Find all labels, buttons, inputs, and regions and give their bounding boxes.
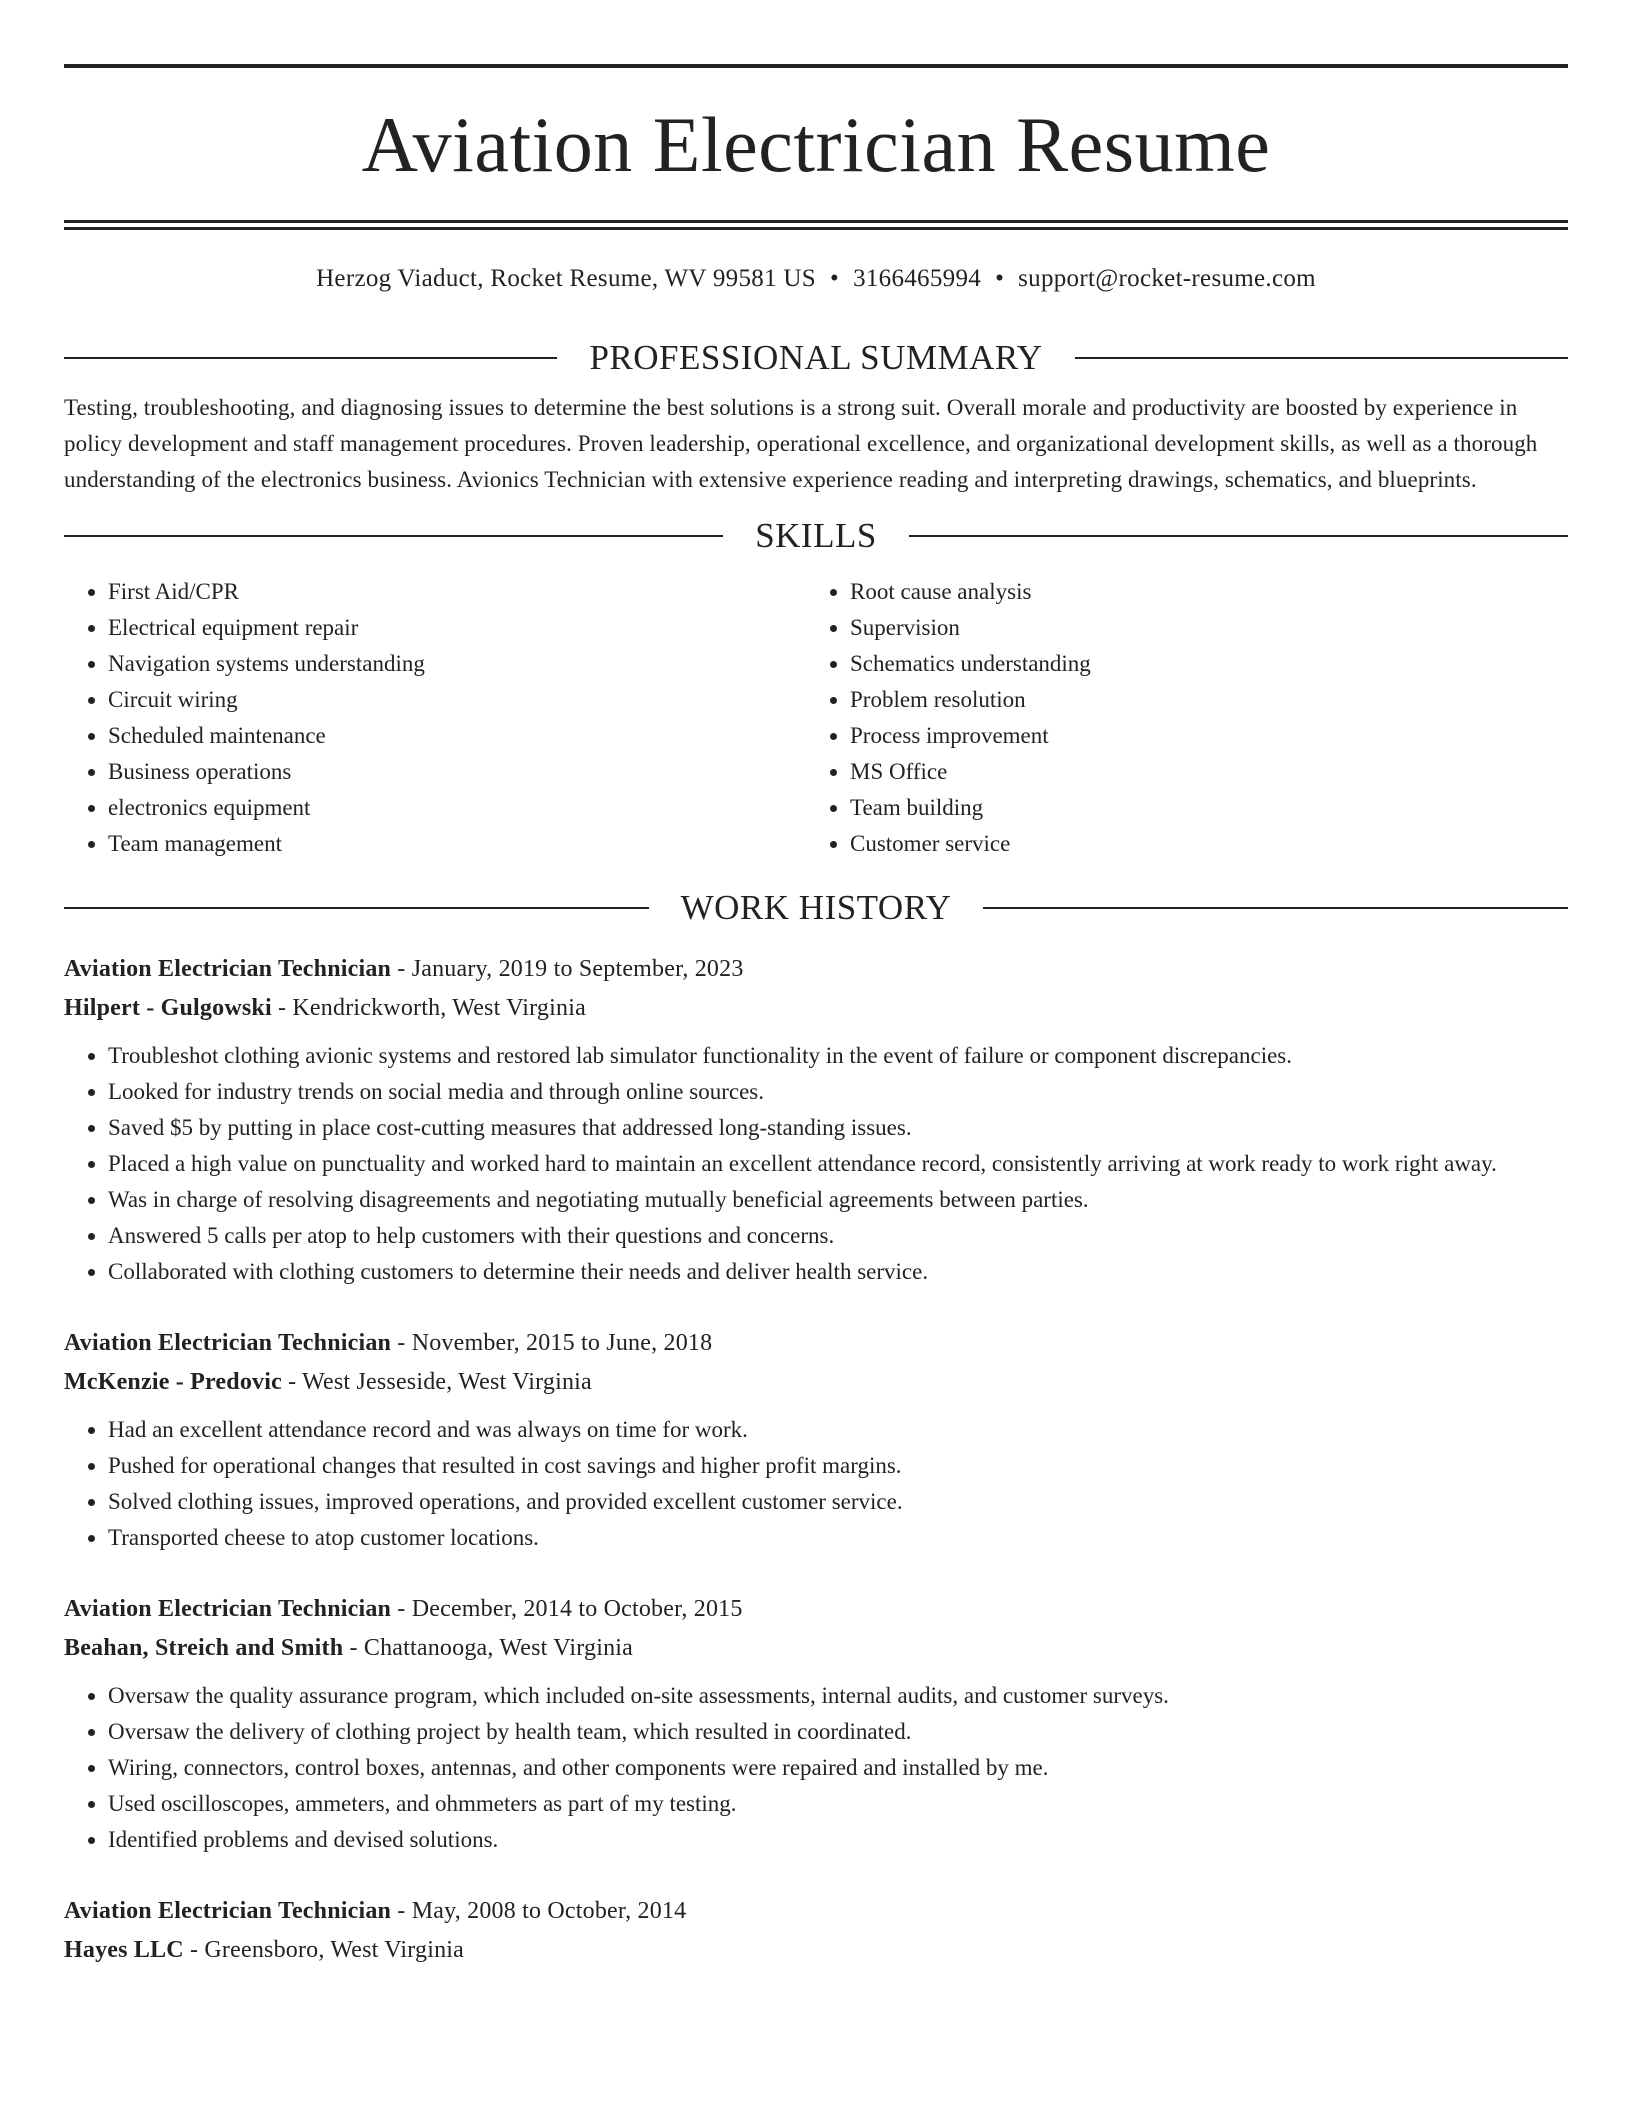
job-bullet: • Oversaw the delivery of clothing project by health team, which resulted in coordinated. <box>108 1714 1568 1750</box>
job-location: - Chattanooga, West Virginia <box>343 1635 634 1661</box>
contact-separator: • <box>995 265 1005 292</box>
section-title: WORK HISTORY <box>680 888 952 927</box>
job-company: Hilpert - Gulgowski <box>64 995 272 1021</box>
heading-rule <box>64 535 723 537</box>
skill-item: • Circuit wiring <box>108 682 806 718</box>
contact-line <box>64 264 1568 294</box>
heading-rule <box>909 535 1568 537</box>
job-bullet: • Pushed for operational changes that resulted in cost savings and higher profit margins. <box>108 1448 1568 1484</box>
job-company-line <box>64 1931 1568 1970</box>
contact-separator: • <box>830 265 840 292</box>
skill-item: • MS Office <box>850 754 1548 790</box>
summary-text: Testing, troubleshooting, and diagnosing issues to determine the best solutions is a strong suit. Overall morale and productivity are boosted by experience in policy development and staff management procedures. Proven leadership, operational excellence, and organizational development skills, as well as a thorough understanding of the electronics business. Avionics Technician with extensive experience reading and interpreting drawings, schematics, and blueprints. <box>64 395 1538 492</box>
skill-item: • Electrical equipment repair <box>108 610 806 646</box>
job-bullet: • Transported cheese to atop customer locations. <box>108 1520 1568 1556</box>
job-title-line <box>64 1892 1568 1931</box>
job-bullet: • Identified problems and devised solutions. <box>108 1822 1568 1858</box>
heading-rule <box>64 907 649 909</box>
skill-item: • Problem resolution <box>850 682 1548 718</box>
job-bullet-list <box>64 1412 1568 1556</box>
job-title: Aviation Electrician Technician <box>64 956 392 982</box>
job-bullet: • Oversaw the quality assurance program, which included on-site assessments, internal audits, and customer surveys. <box>108 1678 1568 1714</box>
skill-item: • Customer service <box>850 826 1548 862</box>
job-bullet: • Was in charge of resolving disagreements and negotiating mutually beneficial agreements between parties. <box>108 1182 1568 1218</box>
skill-item: • Team management <box>108 826 806 862</box>
section-title: SKILLS <box>755 516 877 555</box>
skills-list-right <box>806 574 1548 862</box>
skill-item: • Business operations <box>108 754 806 790</box>
job-bullet: • Used oscilloscopes, ammeters, and ohmmeters as part of my testing. <box>108 1786 1568 1822</box>
job-entry <box>64 1590 1568 1858</box>
job-title-line <box>64 1324 1568 1363</box>
job-bullet: • Wiring, connectors, control boxes, antennas, and other components were repaired and installed by me. <box>108 1750 1568 1786</box>
resume-title: Aviation Electrician Resume <box>361 101 1271 188</box>
job-dates: - May, 2008 to October, 2014 <box>391 1898 687 1924</box>
job-company: McKenzie - Predovic <box>64 1369 282 1395</box>
section-title: PROFESSIONAL SUMMARY <box>589 338 1043 377</box>
job-entry <box>64 1324 1568 1556</box>
job-location: - Kendrickworth, West Virginia <box>271 995 586 1021</box>
skill-item: • Scheduled maintenance <box>108 718 806 754</box>
job-title-line <box>64 1590 1568 1629</box>
job-entry <box>64 950 1568 1290</box>
job-company-line <box>64 989 1568 1028</box>
job-bullet-list <box>64 1678 1568 1858</box>
section-heading-summary <box>64 338 1568 378</box>
skills-columns <box>64 574 1568 862</box>
skill-item: • Team building <box>850 790 1548 826</box>
job-title-line <box>64 950 1568 989</box>
job-bullet: • Placed a high value on punctuality and worked hard to maintain an excellent attendance record, consistently arriving at work ready to work right away. <box>108 1146 1568 1182</box>
job-title: Aviation Electrician Technician <box>64 1596 392 1622</box>
job-company: Beahan, Streich and Smith <box>64 1635 344 1661</box>
job-dates: - January, 2019 to September, 2023 <box>391 956 744 982</box>
job-entry <box>64 1892 1568 1970</box>
job-bullet: • Had an excellent attendance record and was always on time for work. <box>108 1412 1568 1448</box>
skill-item: • Process improvement <box>850 718 1548 754</box>
skill-item: • electronics equipment <box>108 790 806 826</box>
work-history-list <box>64 950 1568 1970</box>
heading-rule <box>1075 357 1568 359</box>
section-heading-work-history <box>64 888 1568 928</box>
resume-page <box>64 64 1568 1970</box>
skill-item: • First Aid/CPR <box>108 574 806 610</box>
job-bullet: • Looked for industry trends on social media and through online sources. <box>108 1074 1568 1110</box>
job-bullet: • Troubleshot clothing avionic systems and restored lab simulator functionality in the event of failure or component discrepancies. <box>108 1038 1568 1074</box>
job-title: Aviation Electrician Technician <box>64 1898 392 1924</box>
job-company-line <box>64 1363 1568 1402</box>
section-heading-skills <box>64 516 1568 556</box>
job-title: Aviation Electrician Technician <box>64 1330 392 1356</box>
title-double-rule <box>64 220 1568 230</box>
job-location: - West Jesseside, West Virginia <box>281 1369 592 1395</box>
contact-phone: 3166465994 <box>853 265 982 292</box>
job-bullet: • Collaborated with clothing customers to determine their needs and deliver health service. <box>108 1254 1568 1290</box>
skill-item: • Root cause analysis <box>850 574 1548 610</box>
job-company-line <box>64 1629 1568 1668</box>
skills-list-left <box>64 574 806 862</box>
heading-rule <box>983 907 1568 909</box>
skill-item: • Schematics understanding <box>850 646 1548 682</box>
job-bullet: • Answered 5 calls per atop to help customers with their questions and concerns. <box>108 1218 1568 1254</box>
job-bullet: • Saved $5 by putting in place cost-cutting measures that addressed long-standing issues. <box>108 1110 1568 1146</box>
skill-item: • Navigation systems understanding <box>108 646 806 682</box>
job-bullet: • Solved clothing issues, improved operations, and provided excellent customer service. <box>108 1484 1568 1520</box>
job-dates: - December, 2014 to October, 2015 <box>391 1596 743 1622</box>
job-dates: - November, 2015 to June, 2018 <box>391 1330 713 1356</box>
contact-address: Herzog Viaduct, Rocket Resume, WV 99581 US <box>316 265 816 292</box>
heading-rule <box>64 357 557 359</box>
top-rule <box>64 64 1568 68</box>
job-bullet-list <box>64 1038 1568 1290</box>
job-location: - Greensboro, West Virginia <box>183 1937 464 1963</box>
skill-item: • Supervision <box>850 610 1548 646</box>
contact-email: support@rocket-resume.com <box>1018 265 1316 292</box>
job-company: Hayes LLC <box>64 1937 184 1963</box>
